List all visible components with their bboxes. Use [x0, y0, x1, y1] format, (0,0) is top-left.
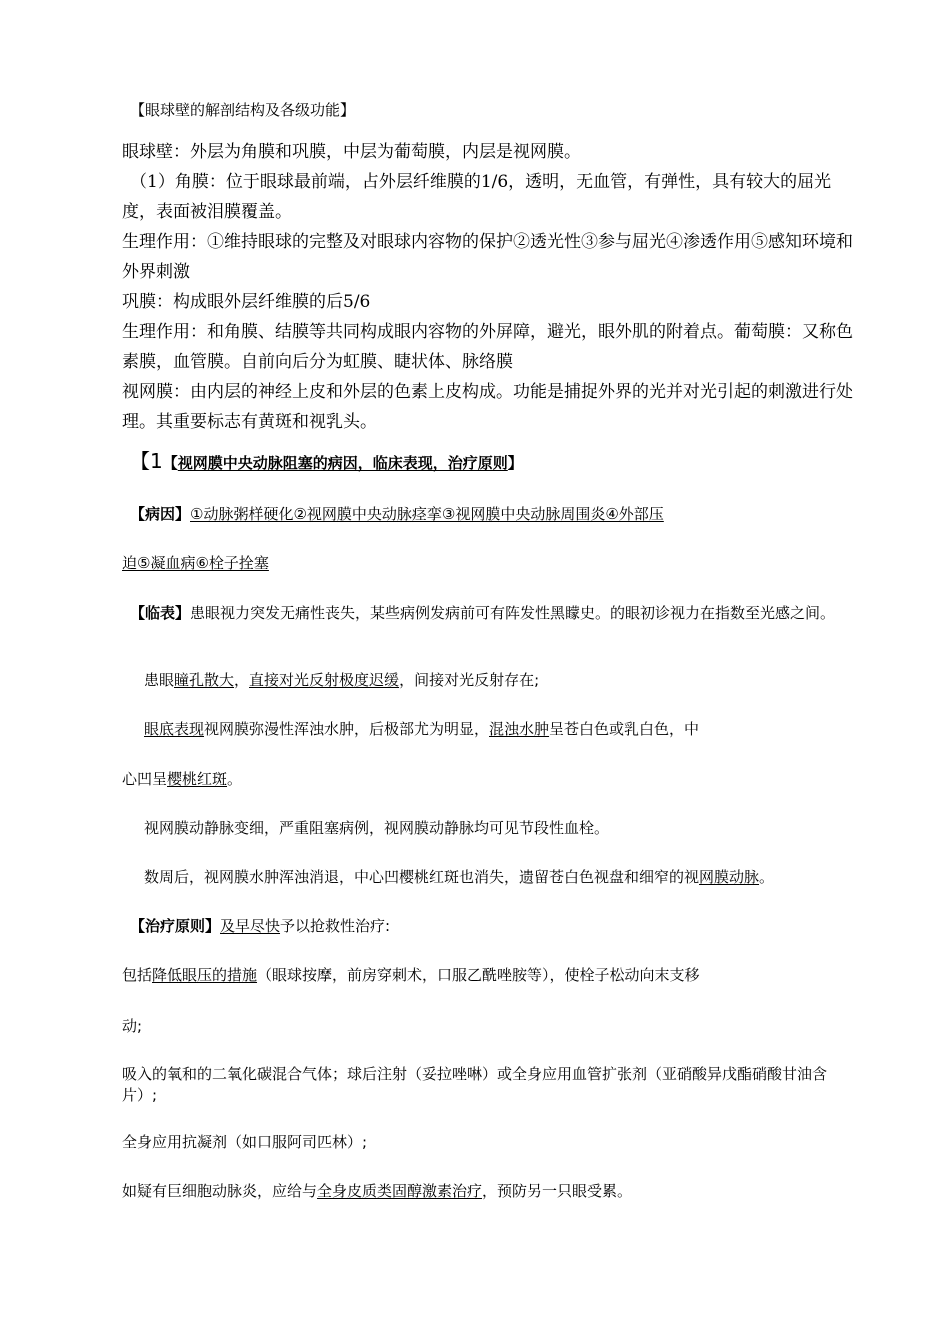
t1-text-d: 动; [122, 1017, 143, 1035]
paragraph-sclera-function: 生理作用：和角膜、结膜等共同构成眼内容物的外屏障，避光，眼外肌的附着点。葡萄膜：又称色素膜，血管膜。自前向后分为虹膜、睫状体、脉络膜 [122, 322, 853, 372]
cause-label: 【病因】 [130, 505, 191, 523]
paragraph-treatment-2: 吸入的氧和的二氧化碳混合气体；球后注射（妥拉唑啉）或全身应用血管扩张剂（亚硝酸异戊酯硝酸甘油含片）; [122, 1065, 828, 1104]
t4-text-c: ，预防另一只眼受累。 [482, 1182, 633, 1200]
fundus-text-c: 混浊水肿 [489, 720, 550, 738]
heading-text: 【眼球壁的解剖结构及各级功能】 [130, 101, 356, 119]
treatment-text-b: 予以抢救性治疗: [280, 917, 391, 935]
cause-text: ①动脉粥样硬化②视网膜中央动脉痉挛③视网膜中央动脉周围炎④外部压 [190, 505, 664, 523]
paragraph-treatment-1 [122, 965, 862, 986]
t1-text-c: （眼球按摩，前房穿刺术，口服乙酰唑胺等），使栓子松动向末支移 [257, 966, 700, 984]
section-heading-crao [122, 451, 862, 474]
paragraph-fundus-line2 [122, 769, 862, 790]
paragraph-cause-line1 [122, 504, 862, 525]
clinical-text: 患眼视力突发无痛性丧失，某些病例发病前可有阵发性黑矇史。的眼初诊视力在指数至光感之间。 [190, 604, 836, 622]
fundus-text-a: 眼底表现 [144, 720, 205, 738]
paragraph-cornea: （1）角膜：位于眼球最前端，占外层纤维膜的1/6，透明，无血管，有弹性，具有较大的屈光度，表面被泪膜覆盖。 [122, 172, 832, 222]
paragraph-eyeball-wall: 眼球壁：外层为角膜和巩膜，中层为葡萄膜，内层是视网膜。 [122, 142, 581, 162]
paragraph-clinical [122, 603, 862, 624]
pupil-text-a: 患眼 [144, 671, 175, 689]
clinical-label: 【临表】 [130, 604, 191, 622]
fundus-text-b: 视网膜弥漫性浑浊水肿，后极部尤为明显， [204, 720, 490, 738]
paragraph-cause-line2 [122, 553, 862, 574]
cause-text-continued: 迫⑤凝血病⑥栓子拴塞 [122, 554, 269, 572]
fundus-text-e: 心凹呈 [122, 770, 168, 788]
paragraph-treatment-1-cont [122, 1016, 862, 1037]
paragraph-treatment-3: 全身应用抗凝剂（如口服阿司匹林）; [122, 1133, 368, 1151]
pupil-text-d: 直接对光反射极度迟缓 [249, 671, 400, 689]
paragraph-weeks-later [122, 867, 862, 888]
fundus-text-f: 樱桃红斑 [167, 770, 228, 788]
heading-bracket: 【 [162, 454, 178, 472]
pupil-text-b: 瞳孔散大 [174, 671, 235, 689]
vessels-text: 视网膜动静脉变细，严重阻塞病例，视网膜动静脉均可见节段性血栓。 [144, 819, 610, 837]
paragraph-pupil [122, 670, 862, 691]
t1-text-a: 包括 [122, 966, 153, 984]
heading-number: 【1 [130, 449, 163, 473]
paragraph-fundus-line1 [122, 719, 862, 740]
section-heading-anatomy [122, 100, 862, 121]
t4-text-b: 全身皮质类固醇激素治疗 [317, 1182, 483, 1200]
pupil-text-e: ，间接对光反射存在; [399, 671, 540, 689]
paragraph-vessels [122, 818, 862, 839]
paragraph-treatment [122, 916, 862, 937]
t4-text-a: 如疑有巨细胞动脉炎，应给与 [122, 1182, 318, 1200]
weeks-text-b: 网膜动脉 [699, 868, 760, 886]
treatment-label: 【治疗原则】 [130, 917, 221, 935]
paragraph-cornea-function: 生理作用：①维持眼球的完整及对眼球内容物的保护②透光性③参与屈光④渗透作用⑤感知环境和外界刺激 [122, 232, 853, 282]
treatment-text-a: 及早尽快 [220, 917, 281, 935]
paragraph-retina: 视网膜：由内层的神经上皮和外层的色素上皮构成。功能是捕捉外界的光并对光引起的刺激进行处理。其重要标志有黄斑和视乳头。 [122, 382, 853, 432]
paragraph-treatment-4 [122, 1181, 862, 1202]
weeks-text-c: 。 [759, 868, 775, 886]
heading-bracket-close: 】 [507, 454, 523, 472]
fundus-text-d: 呈苍白色或乳白色，中 [549, 720, 700, 738]
weeks-text-a: 数周后，视网膜水肿浑浊消退，中心凹樱桃红斑也消失，遗留苍白色视盘和细窄的视 [144, 868, 700, 886]
heading-title: 视网膜中央动脉阻塞的病因，临床表现，治疗原则 [177, 454, 508, 472]
fundus-text-g: 。 [227, 770, 243, 788]
pupil-text-c: ， [234, 671, 250, 689]
t1-text-b: 降低眼压的措施 [152, 966, 258, 984]
paragraph-sclera: 巩膜：构成眼外层纤维膜的后5/6 [122, 292, 371, 312]
